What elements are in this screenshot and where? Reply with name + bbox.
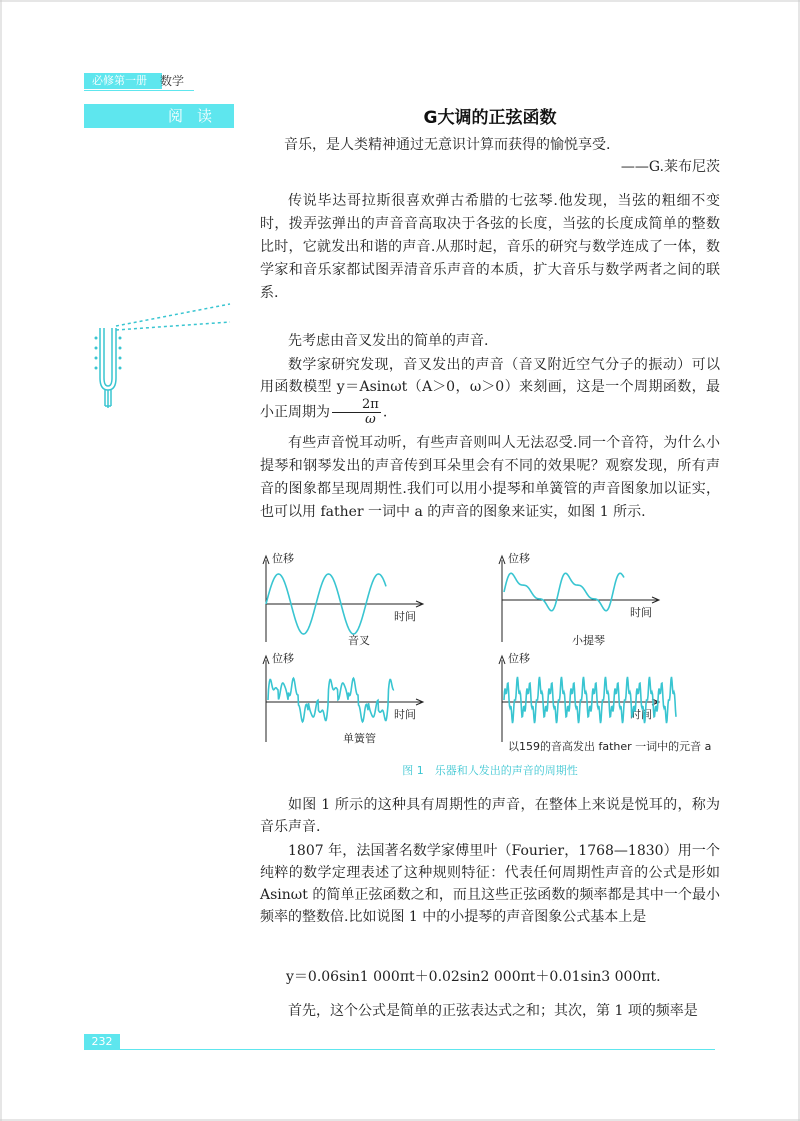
x-axis-label: 时间 <box>630 708 652 721</box>
page-number: 232 <box>84 1034 120 1050</box>
waveform-violin <box>504 573 624 610</box>
waveform-clarinet <box>268 678 394 722</box>
paragraph-5: 如图 1 所示的这种具有周期性的声音，在整体上来说是悦耳的，称为音乐声音. <box>260 797 720 835</box>
page-title: G大调的正弦函数 <box>423 108 557 128</box>
fourier-formula: y＝0.06sin1 000πt＋0.02sin2 000πt＋0.01sin3 000πt. <box>286 969 661 985</box>
paragraph-3-text: 数学家研究发现，音叉发出的声音（音叉附近空气分子的振动）可以用函数模型 y＝Asinωt（A＞0，ω＞0）来刻画，这是一个周期函数，最小正周期为 <box>260 357 720 421</box>
epigraph-attribution: ——G.莱布尼茨 <box>620 159 720 175</box>
panel-label-clarinet: 单簧管 <box>343 732 376 745</box>
paragraph-2: 先考虑由音叉发出的简单的声音. <box>288 333 489 349</box>
paragraph-3-end: . <box>382 404 388 421</box>
book-tag: 必修第一册 <box>84 73 162 89</box>
y-axis-label: 位移 <box>508 552 530 565</box>
fraction-numerator: 2π <box>332 398 381 413</box>
paragraph-6: 1807 年，法国著名数学家傅里叶（Fourier，1768—1830）用一个纯粹的数学定理表述了这种规则特征：代表任何周期性声音的公式是形如 Asinωt 的简单正弦函数之和，而且这些正弦函数的频率都是其中一个最小频率的整数倍.比如说图 1 中的小提琴的声音图象公式基本上是 <box>260 843 720 925</box>
tuning-fork-illustration <box>92 298 232 413</box>
epigraph: 音乐，是人类精神通过无意识计算而获得的愉悦享受. <box>284 137 611 153</box>
x-axis-label: 时间 <box>394 708 416 721</box>
period-fraction <box>332 398 381 427</box>
panel-label-voice: 以159的音高发出 father 一词中的元音 a <box>508 740 712 753</box>
paragraph-3 <box>260 354 720 427</box>
fraction-denominator: ω <box>365 412 376 427</box>
panel-label-tuning-fork: 音叉 <box>348 634 370 647</box>
y-axis-label: 位移 <box>272 652 294 665</box>
header-rule <box>84 90 194 91</box>
y-axis-label: 位移 <box>272 552 294 565</box>
x-axis-label: 时间 <box>394 610 416 623</box>
section-tab: 阅读 <box>84 104 234 128</box>
y-axis-label: 位移 <box>508 652 530 665</box>
x-axis-label: 时间 <box>630 606 652 619</box>
subject-label: 数学 <box>160 74 185 88</box>
paragraph-1: 传说毕达哥拉斯很喜欢弹古希腊的七弦琴.他发现，当弦的粗细不变时，拨弄弦弹出的声音音高取决于各弦的长度，当弦的长度成简单的整数比时，它就发出和谐的声音.从那时起，音乐的研究与数学连成了一体，数学家和音乐家都试图弄清音乐声音的本质，扩大音乐与数学两者之间的联系. <box>260 193 720 301</box>
figure-caption: 图 1 乐器和人发出的声音的周期性 <box>402 764 578 777</box>
panel-label-violin: 小提琴 <box>572 634 605 647</box>
paragraph-7: 首先，这个公式是简单的正弦表达式之和；其次，第 1 项的频率是 <box>288 1003 698 1019</box>
paragraph-4: 有些声音悦耳动听，有些声音则叫人无法忍受.同一个音符，为什么小提琴和钢琴发出的声音传到耳朵里会有不同的效果呢？观察发现，所有声音的图象都呈现周期性.我们可以用小提琴和单簧管的声音图象加以证实，也可以用 father 一词中 a 的声音的图象来证实，如图 1 所示. <box>260 435 720 520</box>
footer-rule <box>120 1049 715 1050</box>
plot-voice-father <box>498 652 698 747</box>
